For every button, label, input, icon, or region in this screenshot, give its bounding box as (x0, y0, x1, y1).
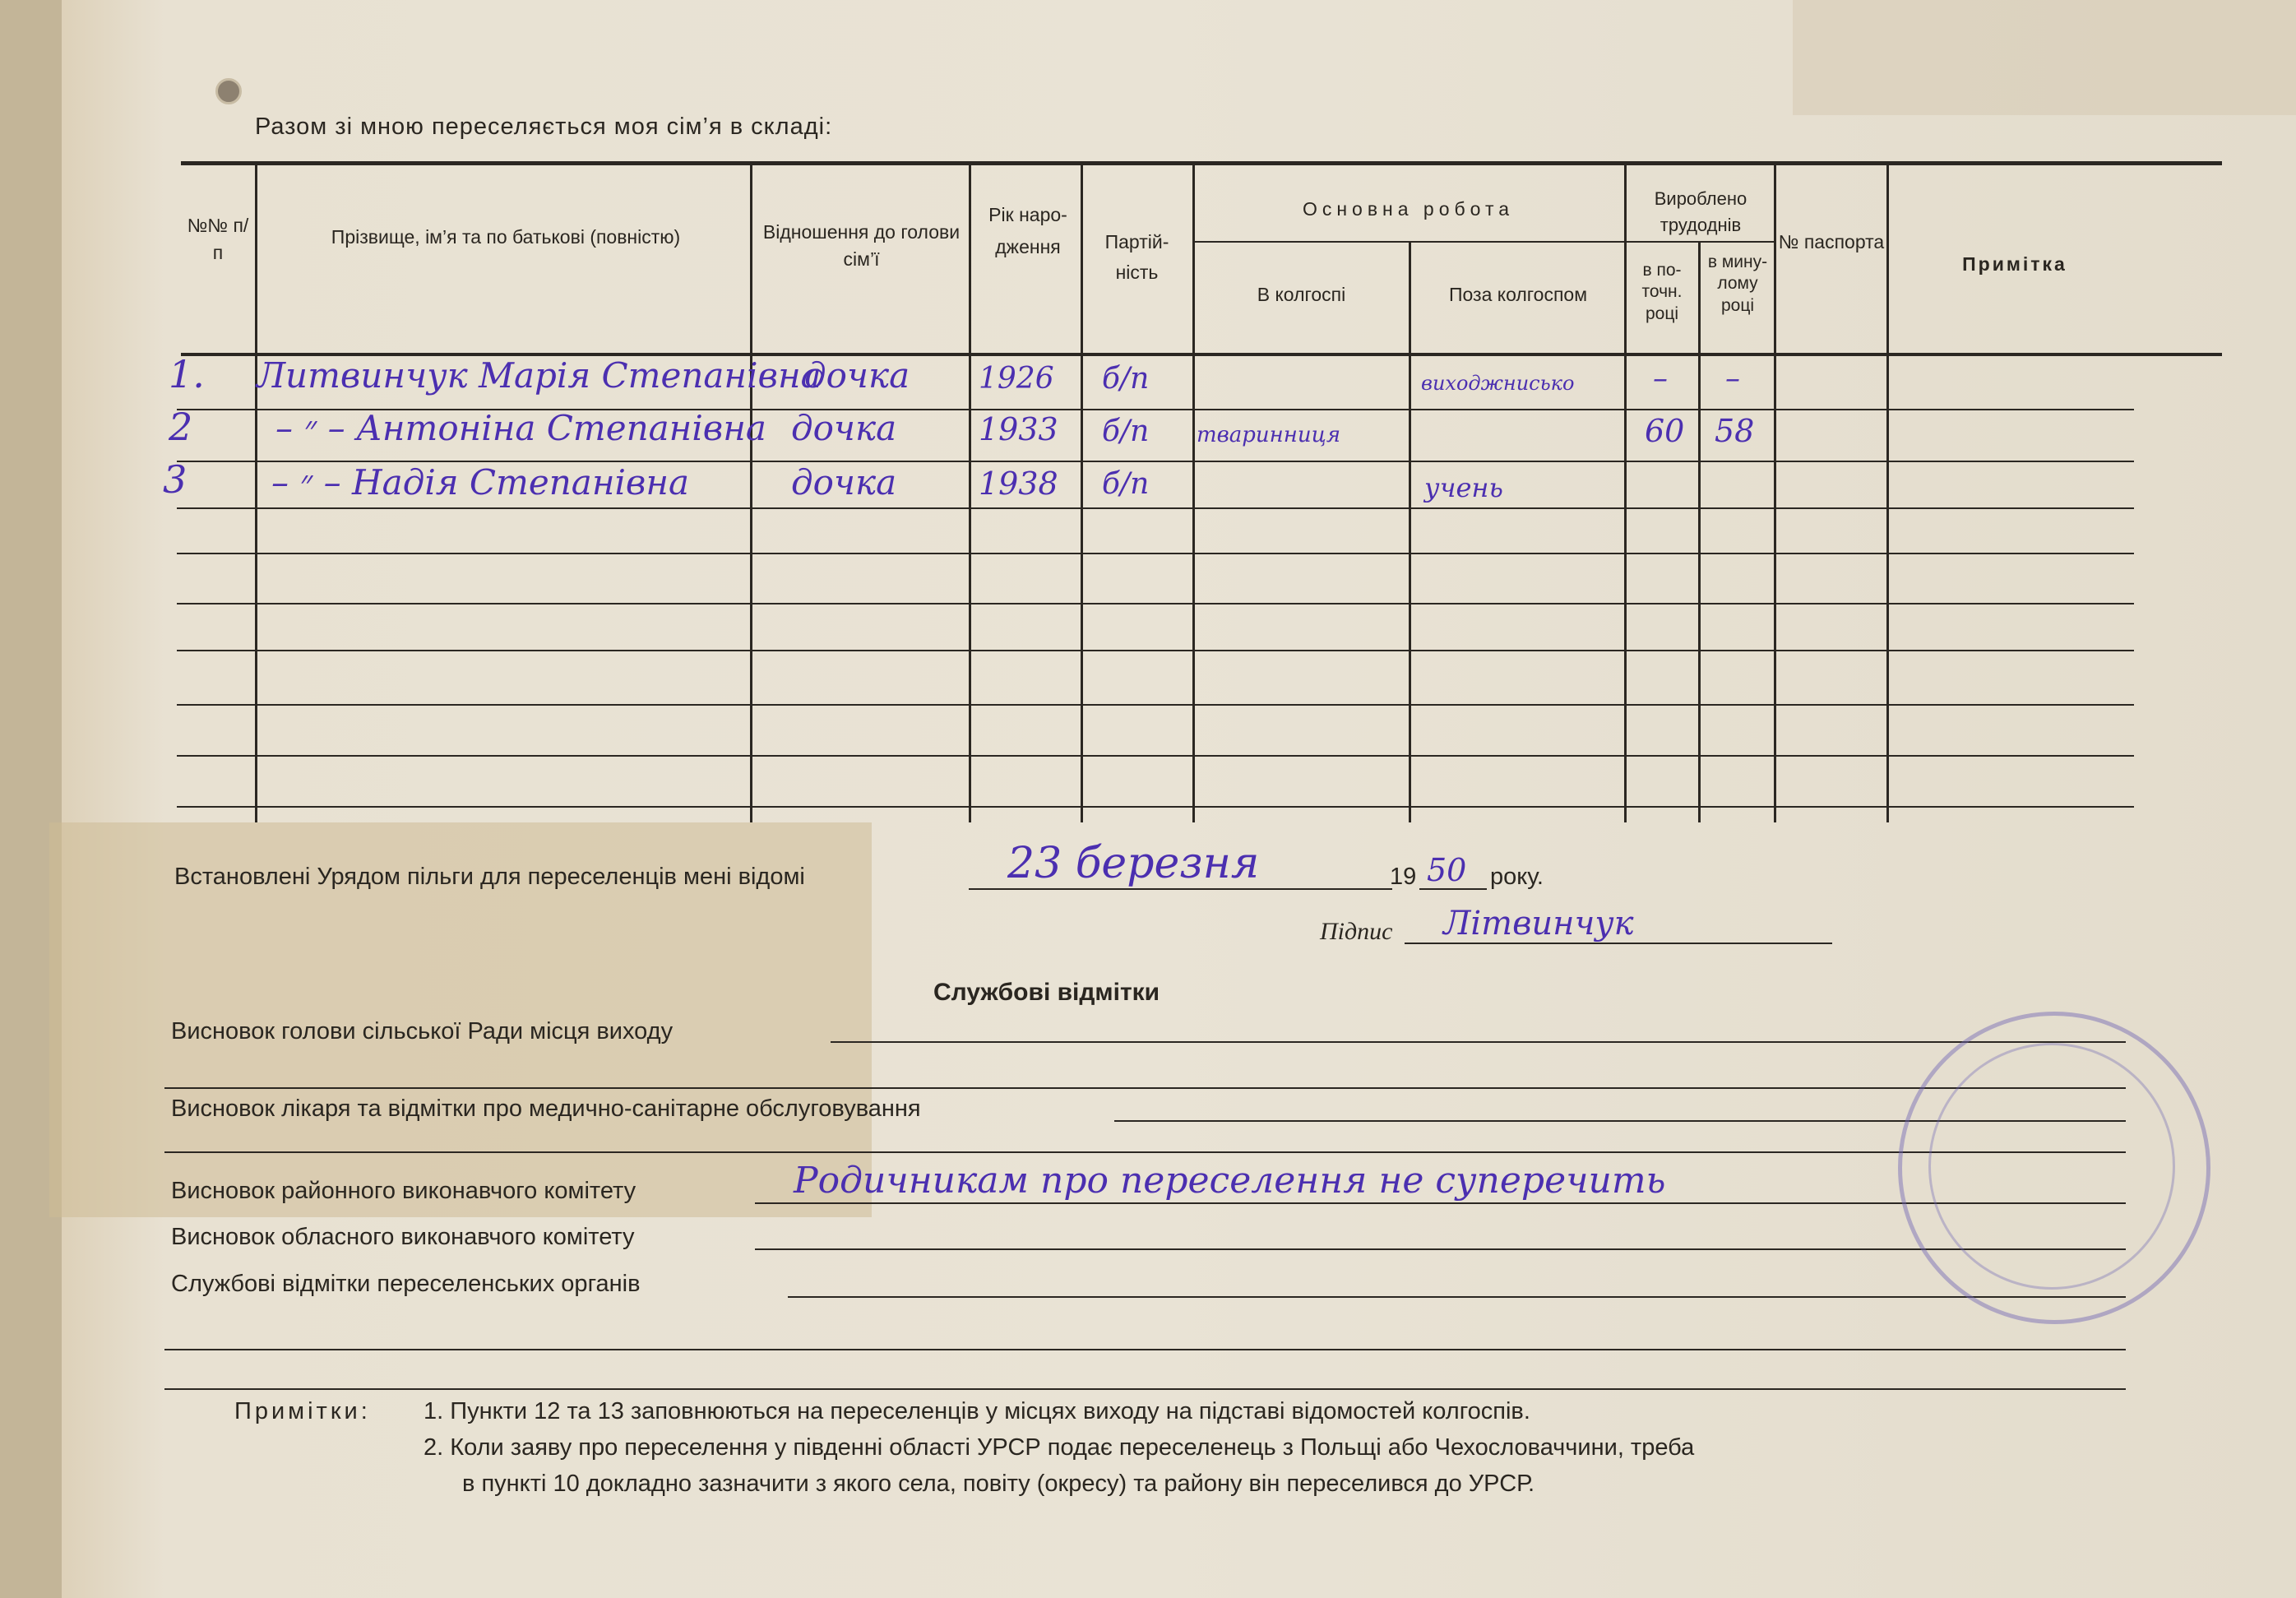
header-main-work: Основна робота (1302, 198, 1515, 220)
service-line-label: Висновок лікаря та відмітки про медично-санітарне обслуговування (171, 1095, 921, 1122)
header-name: Прізвище, ім’я та по батькові (повністю) (331, 226, 681, 248)
intro-text: Разом зі мною переселяється моя сім’я в складі: (255, 113, 833, 140)
service-line-label: Висновок обласного виконавчого комітету (171, 1224, 635, 1250)
header-note: Примітка (1962, 253, 2067, 275)
header-relation: Відношення до голови сім’ї (762, 221, 961, 271)
benefits-date: 23 березня (1007, 839, 1260, 888)
header-current-year: в по- точн. році (1641, 261, 1683, 323)
signature-label: Підпис (1320, 918, 1393, 945)
year-prefix: 19 (1390, 864, 1417, 890)
header-year: Рік наро- дження (988, 204, 1067, 258)
service-title: Службові відмітки (933, 979, 1160, 1006)
note-item: 1. Пункти 12 та 13 заповнюються на переселенців у місцях виходу на підставі відомостей колгоспів. (424, 1398, 1530, 1424)
paper-edge (0, 0, 62, 1598)
paper-stain (1793, 0, 2296, 115)
official-stamp-inner-ring (1928, 1043, 2175, 1290)
header-passport: № паспорта (1778, 231, 1885, 252)
year-word: року. (1490, 864, 1544, 890)
notes-title: Примітки: (234, 1398, 371, 1424)
note-item: 2. Коли заяву про переселення у південні області УРСР подає переселенець з Польщі або Чехословаччини, треба (424, 1434, 1695, 1461)
benefits-label: Встановлені Урядом пільги для переселенців мені відомі (174, 864, 805, 890)
service-line-label: Висновок голови сільської Ради місця виходу (171, 1018, 674, 1044)
header-outside-kolhosp: Поза колгоспом (1448, 284, 1588, 305)
service-line-value: Родичникам про переселення не суперечить (794, 1160, 1666, 1202)
header-trudodni: Вироблено трудоднів (1654, 188, 1747, 235)
service-line-label: Службові відмітки переселенських органів (171, 1271, 641, 1297)
punch-hole (215, 78, 242, 104)
header-last-year: в мину- лому році (1707, 252, 1768, 315)
header-num: №№ п/п (187, 215, 249, 264)
header-party: Партій- ність (1104, 231, 1169, 283)
year-suffix: 50 (1427, 852, 1467, 888)
header-in-kolhosp: В колгоспі (1257, 284, 1346, 305)
note-item: в пункті 10 докладно зазначити з якого села, повіту (окресу) та району він переселився до УРСР. (462, 1471, 1535, 1497)
signature-value: Літвинчук (1443, 905, 1634, 943)
service-line-label: Висновок районного виконавчого комітету (171, 1178, 636, 1204)
